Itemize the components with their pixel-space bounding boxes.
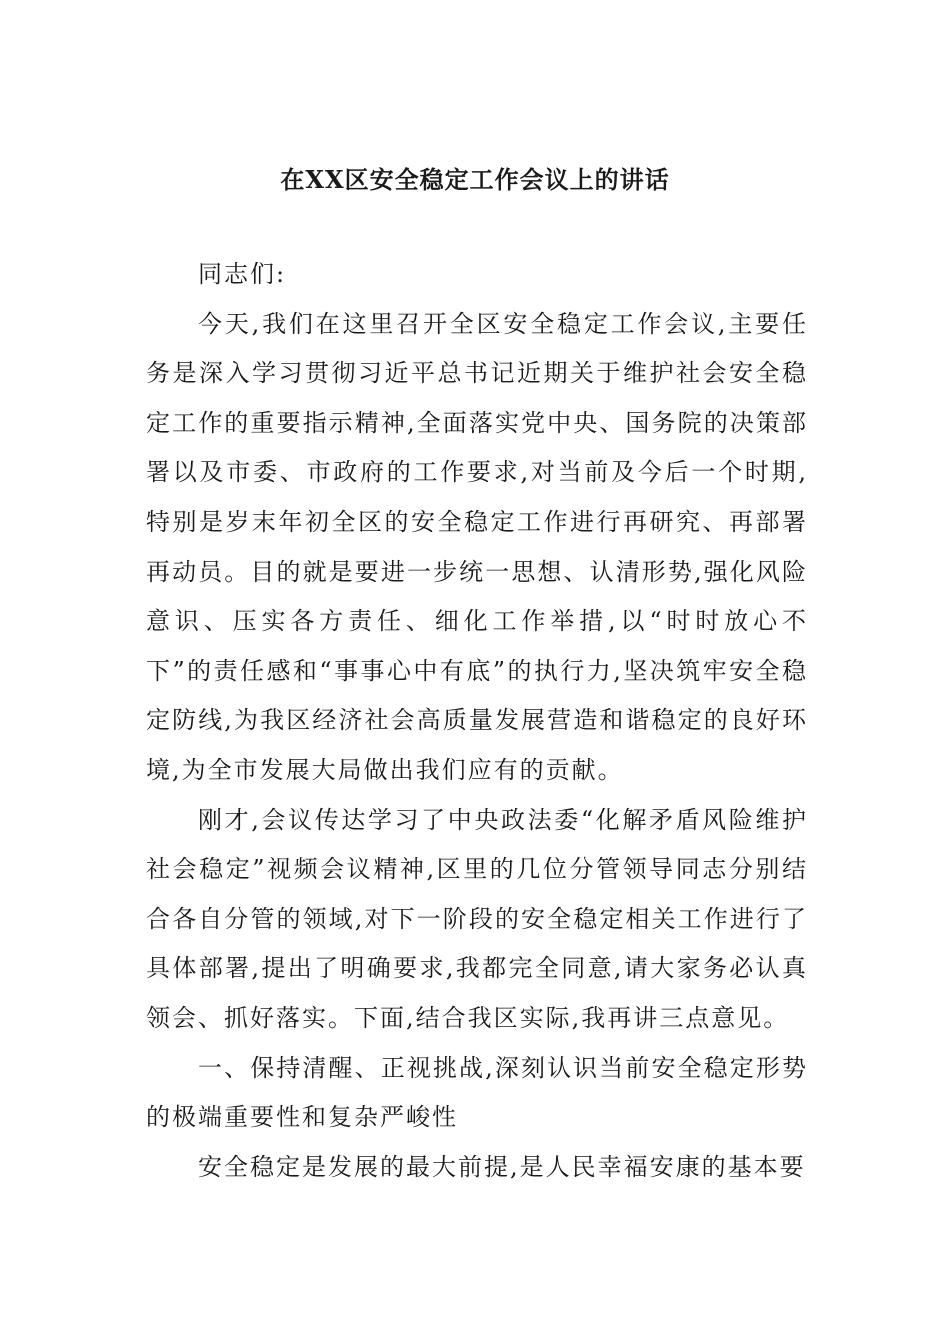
salutation-paragraph: 同志们: xyxy=(198,260,287,288)
document-body xyxy=(146,250,808,1192)
body-paragraph-2: 刚才,会议传达学习了中央政法委“化解矛盾风险维护社会稳定”视频会议精神,区里的几位分管领导同志分别结合各自分管的领域,对下一阶段的安全稳定相关工作进行了具体部署,提出了明确要求,我都完全同意,请大家务必认真领会、抓好落实。下面,结合我区实际,我再讲三点意见。 xyxy=(146,805,808,1032)
body-paragraph-1: 今天,我们在这里召开全区安全稳定工作会议,主要任务是深入学习贯彻习近平总书记近期关于维护社会安全稳定工作的重要指示精神,全面落实党中央、国务院的决策部署以及市委、市政府的工作要求,对当前及今后一个时期,特别是岁末年初全区的安全稳定工作进行再研究、再部署再动员。目的就是要进一步统一思想、认清形势,强化风险意识、压实各方责任、细化工作举措,以“时时放心不下”的责任感和“事事心中有底”的执行力,坚决筑牢安全稳定防线,为我区经济社会高质量发展营造和谐稳定的良好环境,为全市发展大局做出我们应有的贡献。 xyxy=(146,309,808,784)
section-heading-1: 一、保持清醒、正视挑战,深刻认识当前安全稳定形势的极端重要性和复杂严峻性 xyxy=(146,1053,808,1132)
document-title: 在XX区安全稳定工作会议上的讲话 xyxy=(280,165,670,194)
body-paragraph-3: 安全稳定是发展的最大前提,是人民幸福安康的基本要 xyxy=(198,1152,806,1181)
